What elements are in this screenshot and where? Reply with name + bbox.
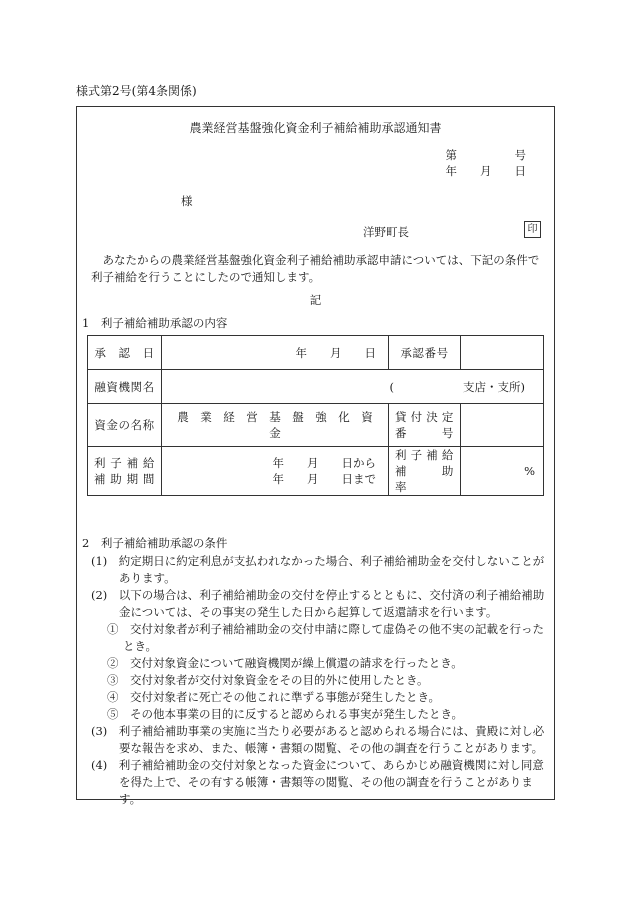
- period-from: 年 月 日から: [272, 456, 376, 470]
- section2-title: 2 利子補給補助承認の条件: [82, 536, 228, 550]
- condition-4: (4) 利子補給補助金の交付対象となった資金について、あらかじめ融資機関に対し同意を得た上で、その有する帳簿・書類等の閲覧、その他の調査を行うことがあります。: [91, 758, 544, 806]
- rate-label-line2: 補 助 率: [395, 464, 467, 494]
- condition-2-item-1: ① 交付対象者が利子補給補助金の交付申請に際して虚偽その他不実の記載を行ったとき。: [107, 622, 544, 653]
- table-row: [88, 370, 544, 404]
- condition-1: (1) 約定期日に約定利息が支払われなかった場合、利子補給補助金を交付しないことがあります。: [91, 554, 545, 585]
- condition-2-item-4: ④ 交付対象者に死亡その他これに準ずる事態が発生したとき。: [107, 690, 441, 704]
- issuer-name: 洋野町長: [363, 225, 409, 239]
- condition-3: (3) 利子補給補助事業の実施に当たり必要があると認められる場合には、貴殿に対し必要な報告を求め、また、帳簿・書類の閲覧、その他の調査を行うことがあります。: [91, 724, 545, 755]
- approval-number-value: [461, 336, 544, 370]
- loan-decision-label-line2: 番 号: [395, 426, 454, 440]
- addressee-suffix: 様: [181, 194, 193, 208]
- table-row: [88, 404, 544, 447]
- rate-label: [389, 447, 467, 496]
- loan-decision-label: [389, 404, 461, 447]
- rate-label-line1: 利子補給: [395, 448, 454, 462]
- rate-unit: %: [461, 447, 544, 496]
- notification-body: あなたからの農業経営基盤強化資金利子補給補助承認申請については、下記の条件で利子補給を行うことにしたので通知します。: [91, 253, 540, 284]
- table-row: [88, 447, 544, 496]
- document-frame: [76, 106, 555, 806]
- form-number: 様式第2号(第4条関係): [76, 84, 197, 98]
- ki-heading: 記: [309, 293, 322, 307]
- loan-decision-label-line1: 貸付決定: [395, 410, 454, 424]
- seal-mark: 印: [524, 221, 541, 238]
- section1-title: 1 利子補給補助承認の内容: [82, 316, 228, 330]
- condition-2: (2) 以下の場合は、利子補給補助金の交付を停止するとともに、交付済の利子補給補助金については、その事実の発生した日から起算して返還請求を行います。: [91, 588, 545, 619]
- financial-institution-value: ( 支店・支所): [162, 370, 544, 404]
- condition-2-item-5: ⑤ その他本事業の目的に反すると認められる事実が発生したとき。: [107, 707, 464, 721]
- fund-name-label: 資金の名称: [88, 404, 162, 447]
- period-to: 年 月 日まで: [272, 472, 376, 486]
- document-date-line: 年 月 日: [445, 164, 526, 178]
- period-label-line2: 補助期間: [94, 472, 155, 486]
- period-value: [162, 447, 389, 496]
- financial-institution-label: 融資機関名: [88, 370, 162, 404]
- condition-2-item-3: ③ 交付対象者が交付対象資金をその目的外に使用したとき。: [107, 673, 429, 687]
- period-label-line1: 利子補給: [94, 456, 155, 470]
- table-row: [88, 336, 544, 370]
- approval-number-label: 承認番号: [389, 336, 461, 370]
- fund-name-value: 農 業 経 営 基 盤 強 化 資 金: [162, 404, 389, 447]
- approval-details-table: [87, 335, 544, 496]
- loan-decision-value: [461, 404, 544, 447]
- document-number-line: 第 号: [445, 148, 526, 162]
- condition-2-item-2: ② 交付対象資金について融資機関が繰上償還の請求を行ったとき。: [107, 656, 463, 670]
- document-title: 農業経営基盤強化資金利子補給補助承認通知書: [189, 121, 442, 135]
- approval-date-value: 年 月 日: [162, 336, 389, 370]
- period-label: [88, 447, 162, 496]
- approval-date-label: 承 認 日: [88, 336, 162, 370]
